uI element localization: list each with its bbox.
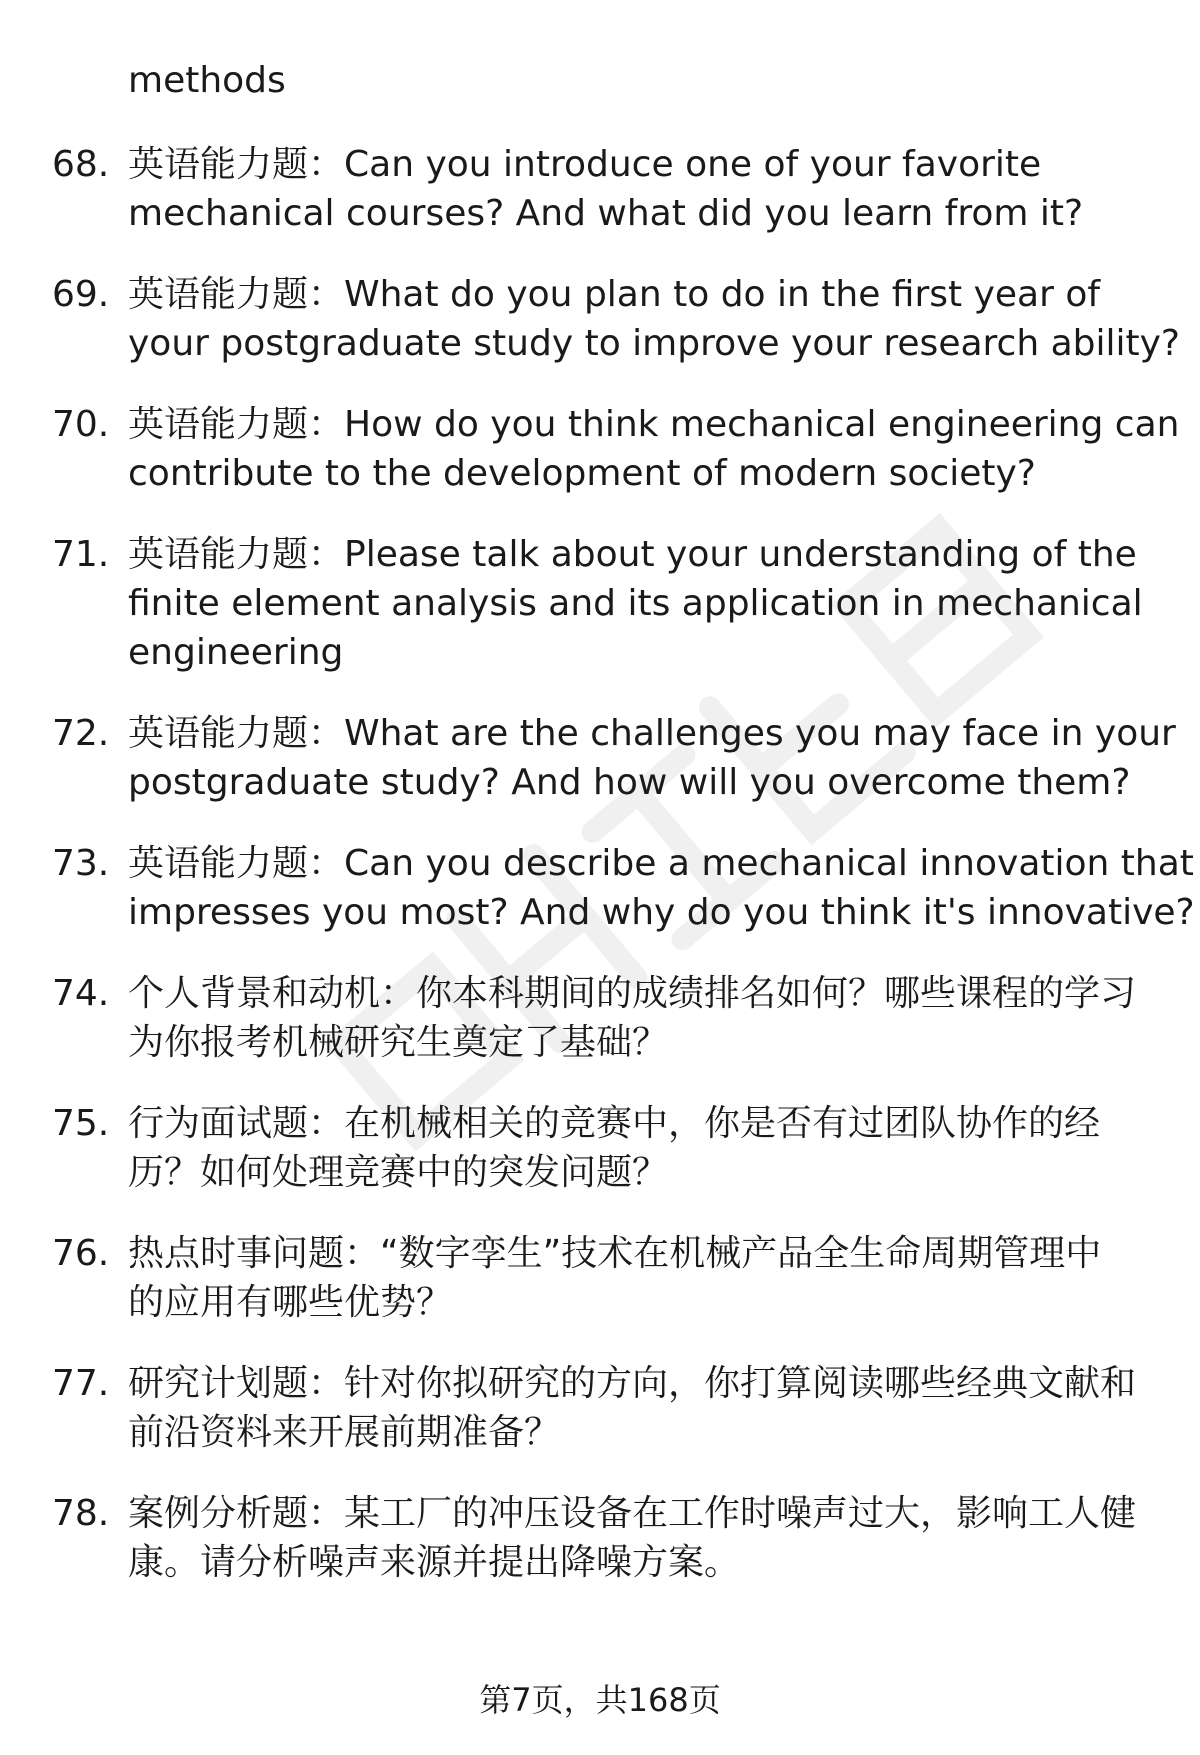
question-line: 英语能力题：What are the challenges you may face in your bbox=[128, 713, 1176, 754]
question-line: 英语能力题：Can you introduce one of your favorite bbox=[128, 144, 1042, 185]
question-item bbox=[0, 1489, 1200, 1587]
question-line: 前沿资料来开展前期准备？ bbox=[128, 1412, 561, 1453]
question-text bbox=[128, 400, 1180, 498]
question-item bbox=[0, 400, 1200, 498]
question-line: your postgraduate study to improve your research ability? bbox=[128, 323, 1181, 364]
question-number: 75. bbox=[52, 1103, 110, 1144]
question-text bbox=[128, 270, 1181, 368]
question-text bbox=[128, 839, 1195, 937]
question-item bbox=[0, 709, 1200, 807]
question-item bbox=[0, 1229, 1200, 1327]
question-line: 历？如何处理竞赛中的突发问题？ bbox=[128, 1152, 669, 1193]
question-number: 72. bbox=[52, 713, 110, 754]
question-line: 康。请分析噪声来源并提出降噪方案。 bbox=[128, 1542, 741, 1583]
question-line: 热点时事问题：“数字孪生”技术在机械产品全生命周期管理中 bbox=[128, 1233, 1102, 1274]
question-item bbox=[0, 969, 1200, 1067]
question-number: 78. bbox=[52, 1493, 110, 1534]
question-text bbox=[128, 140, 1148, 238]
question-text bbox=[128, 1489, 1148, 1587]
question-item bbox=[0, 1359, 1200, 1457]
question-line: 行为面试题：在机械相关的竞赛中，你是否有过团队协作的经 bbox=[128, 1103, 1101, 1144]
question-line: finite element analysis and its application in mechanical bbox=[128, 583, 1143, 624]
question-number: 69. bbox=[52, 274, 110, 315]
continuation-text: methods bbox=[128, 60, 286, 101]
question-line: engineering bbox=[128, 632, 344, 673]
question-text bbox=[128, 1099, 1148, 1197]
question-line: contribute to the development of modern society? bbox=[128, 453, 1036, 494]
question-number: 77. bbox=[52, 1363, 110, 1404]
question-number: 73. bbox=[52, 843, 110, 884]
question-item bbox=[0, 140, 1200, 238]
question-line: impresses you most? And why do you think it's innovative? bbox=[128, 892, 1195, 933]
question-text bbox=[128, 709, 1176, 807]
question-line: 个人背景和动机：你本科期间的成绩排名如何？哪些课程的学习 bbox=[128, 973, 1137, 1014]
question-line: 案例分析题：某工厂的冲压设备在工作时噪声过大，影响工人健 bbox=[128, 1493, 1137, 1534]
question-item bbox=[0, 530, 1200, 677]
question-line: postgraduate study? And how will you overcome them? bbox=[128, 762, 1131, 803]
question-line: mechanical courses? And what did you learn from it? bbox=[128, 193, 1084, 234]
question-item bbox=[0, 270, 1200, 368]
question-item bbox=[0, 839, 1200, 937]
question-number: 71. bbox=[52, 534, 110, 575]
question-list bbox=[0, 140, 1200, 1619]
question-number: 68. bbox=[52, 144, 110, 185]
question-line: 英语能力题：Please talk about your understanding of the bbox=[128, 534, 1137, 575]
question-text bbox=[128, 1229, 1148, 1327]
page-footer: 第7页，共168页 bbox=[479, 1681, 721, 1719]
question-line: 英语能力题：How do you think mechanical engineering can bbox=[128, 404, 1180, 445]
question-text bbox=[128, 969, 1148, 1067]
question-text bbox=[128, 530, 1148, 677]
question-line: 英语能力题：What do you plan to do in the first year of bbox=[128, 274, 1101, 315]
question-number: 70. bbox=[52, 404, 110, 445]
question-line: 研究计划题：针对你拟研究的方向，你打算阅读哪些经典文献和 bbox=[128, 1363, 1137, 1404]
question-text bbox=[128, 1359, 1148, 1457]
question-number: 76. bbox=[52, 1233, 110, 1274]
question-item bbox=[0, 1099, 1200, 1197]
question-line: 为你报考机械研究生奠定了基础？ bbox=[128, 1022, 669, 1063]
question-number: 74. bbox=[52, 973, 110, 1014]
question-line: 英语能力题：Can you describe a mechanical innovation that bbox=[128, 843, 1194, 884]
question-line: 的应用有哪些优势？ bbox=[128, 1282, 453, 1323]
